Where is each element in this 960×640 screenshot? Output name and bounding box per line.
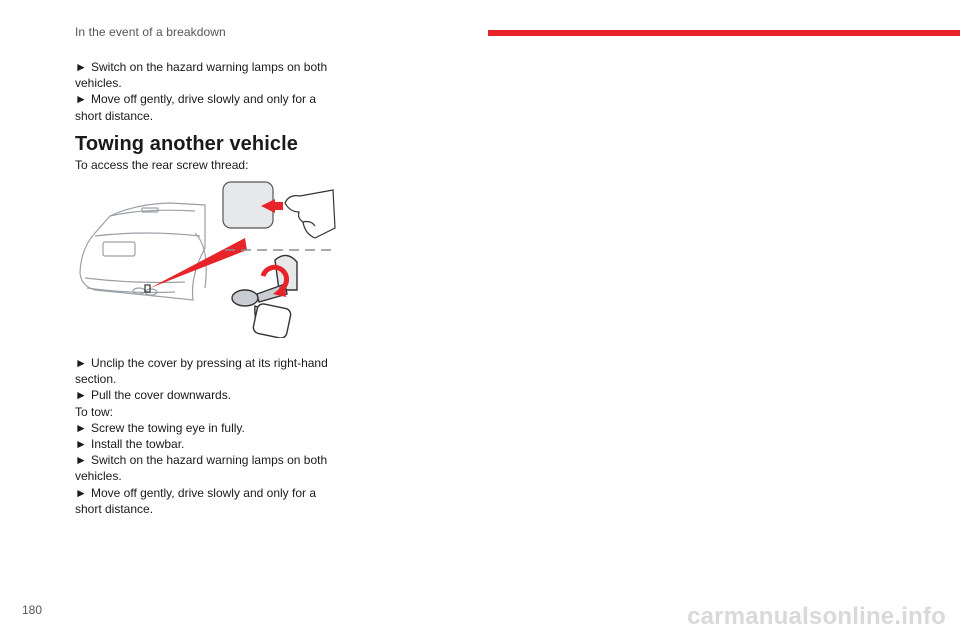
section-title: Towing another vehicle [75, 133, 298, 155]
arrow-bullet-icon: ► [75, 420, 87, 435]
callout-pointer [150, 238, 247, 288]
instruction-step [75, 452, 337, 484]
arrow-bullet-icon: ► [75, 437, 87, 452]
instruction-step [75, 355, 337, 387]
instruction-step [75, 59, 337, 91]
instruction-text: Pull the cover downwards. [91, 388, 232, 403]
instruction-step [75, 91, 337, 123]
instruction-text: Switch on the hazard warning lamps on both vehicles. [75, 60, 328, 91]
watermark: carmanualsonline.info [687, 603, 946, 630]
car-rear-view-icon [80, 203, 206, 300]
instruction-step [75, 420, 337, 436]
towing-eye-icon [232, 255, 297, 338]
instruction-text: Unclip the cover by pressing at its right-hand section. [75, 356, 328, 387]
instruction-step [75, 387, 337, 403]
instruction-text: Install the towbar. [91, 437, 185, 452]
arrow-bullet-icon: ► [75, 92, 87, 107]
instruction-text: Switch on the hazard warning lamps on both vehicles. [75, 453, 328, 484]
hand-icon [285, 190, 335, 238]
instruction-text: Move off gently, drive slowly and only for a short distance. [75, 485, 316, 516]
to-tow-label: To tow: [75, 404, 114, 419]
towing-illustration [75, 178, 340, 338]
section-intro: To access the rear screw thread: [75, 158, 249, 172]
bottom-instructions [75, 355, 337, 517]
running-header: In the event of a breakdown [75, 25, 226, 39]
arrow-bullet-icon: ► [75, 60, 87, 74]
instruction-step [75, 485, 337, 517]
arrow-bullet-icon: ► [75, 388, 87, 403]
arrow-bullet-icon: ► [75, 356, 87, 370]
arrow-bullet-icon: ► [75, 453, 87, 468]
instruction-step [75, 436, 337, 452]
instruction-text: Screw the towing eye in fully. [91, 420, 245, 435]
top-instructions [75, 59, 337, 124]
instruction-text: Move off gently, drive slowly and only for a short distance. [75, 92, 316, 123]
arrow-bullet-icon: ► [75, 485, 87, 500]
section-accent-bar [488, 30, 960, 36]
page-number: 180 [22, 603, 43, 617]
illustration-svg [75, 178, 340, 338]
